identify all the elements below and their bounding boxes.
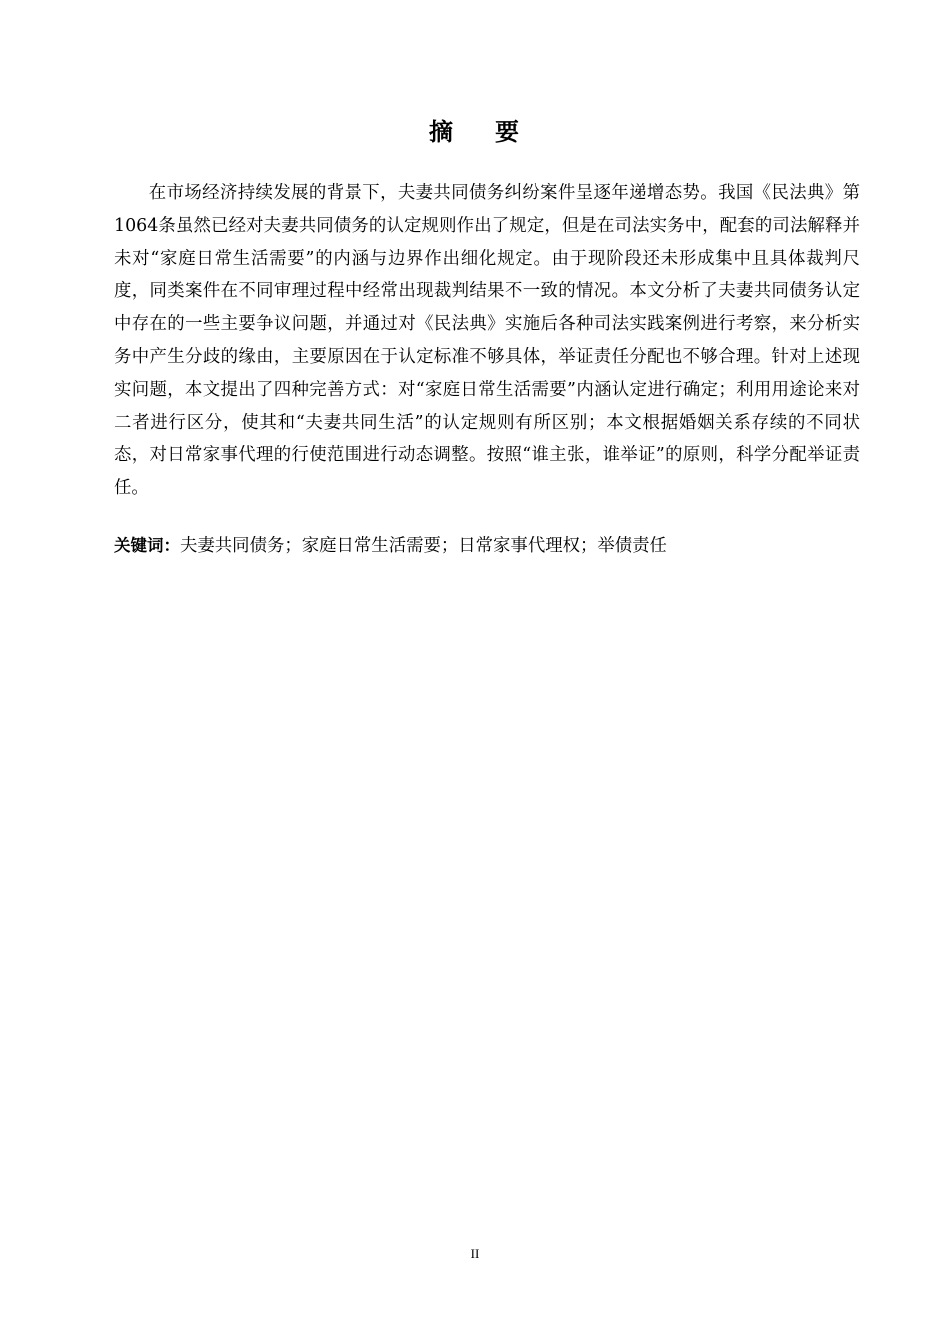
keywords-label: 关键词： xyxy=(114,536,180,555)
abstract-title-char-1: 摘 xyxy=(429,118,455,146)
abstract-title-char-2: 要 xyxy=(495,118,521,146)
keywords-value: 夫妻共同债务；家庭日常生活需要；日常家事代理权；举债责任 xyxy=(180,536,667,556)
page-number: II xyxy=(470,1246,480,1261)
keywords-line xyxy=(114,530,860,562)
abstract-title xyxy=(0,112,950,152)
abstract-body: 在市场经济持续发展的背景下，夫妻共同债务纠纷案件呈逐年递增态势。我国《民法典》第1064条虽然已经对夫妻共同债务的认定规则作出了规定，但是在司法实务中，配套的司法解释并未对“家庭日常生活需要”的内涵与边界作出细化规定。由于现阶段还未形成集中且具体裁判尺度，同类案件在不同审理过程中经常出现裁判结果不一致的情况。本文分析了夫妻共同债务认定中存在的一些主要争议问题，并通过对《民法典》实施后各种司法实践案例进行考察，来分析实务中产生分歧的缘由，主要原因在于认定标准不够具体，举证责任分配也不够合理。针对上述现实问题，本文提出了四种完善方式：对“家庭日常生活需要”内涵认定进行确定；利用用途论来对二者进行区分，使其和“夫妻共同生活”的认定规则有所区别；本文根据婚姻关系存续的不同状态，对日常家事代理的行使范围进行动态调整。按照“谁主张，谁举证”的原则，科学分配举证责任。 xyxy=(114,183,860,499)
